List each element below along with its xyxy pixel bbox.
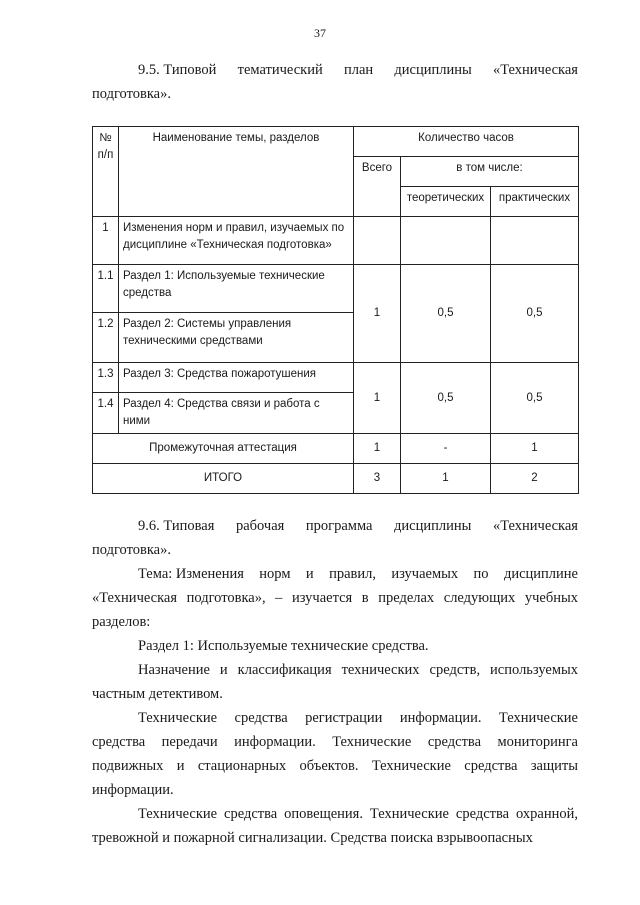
attestation-label: Промежуточная аттестация xyxy=(93,434,354,464)
topic-word: и xyxy=(305,566,314,582)
row-total xyxy=(354,217,401,265)
section-1-title: Раздел 1: Используемые технические средства. xyxy=(138,638,429,654)
row-number: 1.2 xyxy=(93,313,119,363)
heading-word: тематический xyxy=(237,62,323,78)
heading-word: рабочая xyxy=(235,518,285,534)
table-row xyxy=(93,265,579,313)
header-topic-name: Наименование темы, разделов xyxy=(119,127,354,217)
total-label: ИТОГО xyxy=(93,464,354,494)
attestation-theory: - xyxy=(401,434,491,464)
section-9-5-heading-line1 xyxy=(92,58,578,82)
heading-word: 9.6. Типовая xyxy=(138,518,215,534)
group-a-total: 1 xyxy=(354,265,401,363)
row-topic: Раздел 2: Системы управления техническими средствами xyxy=(119,313,354,363)
row-number: 1.4 xyxy=(93,393,119,434)
group-a-practice: 0,5 xyxy=(491,265,579,363)
topic-word: Тема: Изменения xyxy=(138,566,244,582)
page-number: 37 xyxy=(314,26,326,40)
group-b-practice: 0,5 xyxy=(491,363,579,434)
header-number: № п/п xyxy=(93,127,119,217)
row-topic: Раздел 1: Используемые технические средства xyxy=(119,265,354,313)
section-9-6-heading-line2: подготовка». xyxy=(92,542,171,558)
header-practice: практических xyxy=(491,187,579,217)
total-practice: 2 xyxy=(491,464,579,494)
group-b-theory: 0,5 xyxy=(401,363,491,434)
row-practice xyxy=(491,217,579,265)
header-including: в том числе: xyxy=(401,157,579,187)
total-row xyxy=(93,464,579,494)
row-number: 1.1 xyxy=(93,265,119,313)
total-theory: 1 xyxy=(401,464,491,494)
header-total: Всего xyxy=(354,157,401,217)
section-9-6-heading-line1 xyxy=(92,514,578,538)
paragraph-notification-means: Технические средства оповещения. Технические средства охранной, тревожной и пожарной сигнализации. Средства поиска взрывоопасных xyxy=(92,806,578,846)
heading-word: программа xyxy=(305,518,373,534)
topic-word: изучаемых xyxy=(391,566,459,582)
heading-word: план xyxy=(343,62,374,78)
heading-word: 9.5. Типовой xyxy=(138,62,217,78)
row-number: 1.3 xyxy=(93,363,119,393)
topic-word: правил, xyxy=(329,566,376,582)
section-9-5-heading xyxy=(92,58,578,106)
section-9-6 xyxy=(92,514,578,850)
heading-word: дисциплины xyxy=(394,62,472,78)
paragraph-purpose: Назначение и классификация технических средств, используемых частным детективом. xyxy=(92,662,578,702)
attestation-total: 1 xyxy=(354,434,401,464)
topic-line1 xyxy=(92,562,578,586)
header-hours: Количество часов xyxy=(354,127,579,157)
row-number: 1 xyxy=(93,217,119,265)
topic-word: дисциплине xyxy=(503,566,578,582)
paragraph-recording-means: Технические средства регистрации информации. Технические средства передачи информации. Технические средства мониторинга подвижных и стационарных объектов. Технические средства защиты информации. xyxy=(92,710,578,798)
table-row xyxy=(93,217,579,265)
header-theory: теоретических xyxy=(401,187,491,217)
section-9-5-heading-line2: подготовка». xyxy=(92,86,171,102)
heading-word: «Техническая xyxy=(492,62,578,78)
total-total: 3 xyxy=(354,464,401,494)
group-a-theory: 0,5 xyxy=(401,265,491,363)
row-topic: Изменения норм и правил, изучаемых по дисциплине «Техническая подготовка» xyxy=(119,217,354,265)
row-theory xyxy=(401,217,491,265)
group-b-total: 1 xyxy=(354,363,401,434)
topic-word: по xyxy=(473,566,489,582)
table-row xyxy=(93,363,579,393)
row-topic: Раздел 4: Средства связи и работа с ними xyxy=(119,393,354,434)
topic-word: норм xyxy=(259,566,291,582)
thematic-plan-table xyxy=(92,126,579,494)
heading-word: «Техническая xyxy=(492,518,578,534)
topic-rest: «Техническая подготовка», – изучается в пределах следующих учебных разделов: xyxy=(92,590,578,630)
attestation-practice: 1 xyxy=(491,434,579,464)
heading-word: дисциплины xyxy=(394,518,472,534)
row-topic: Раздел 3: Средства пожаротушения xyxy=(119,363,354,393)
attestation-row xyxy=(93,434,579,464)
